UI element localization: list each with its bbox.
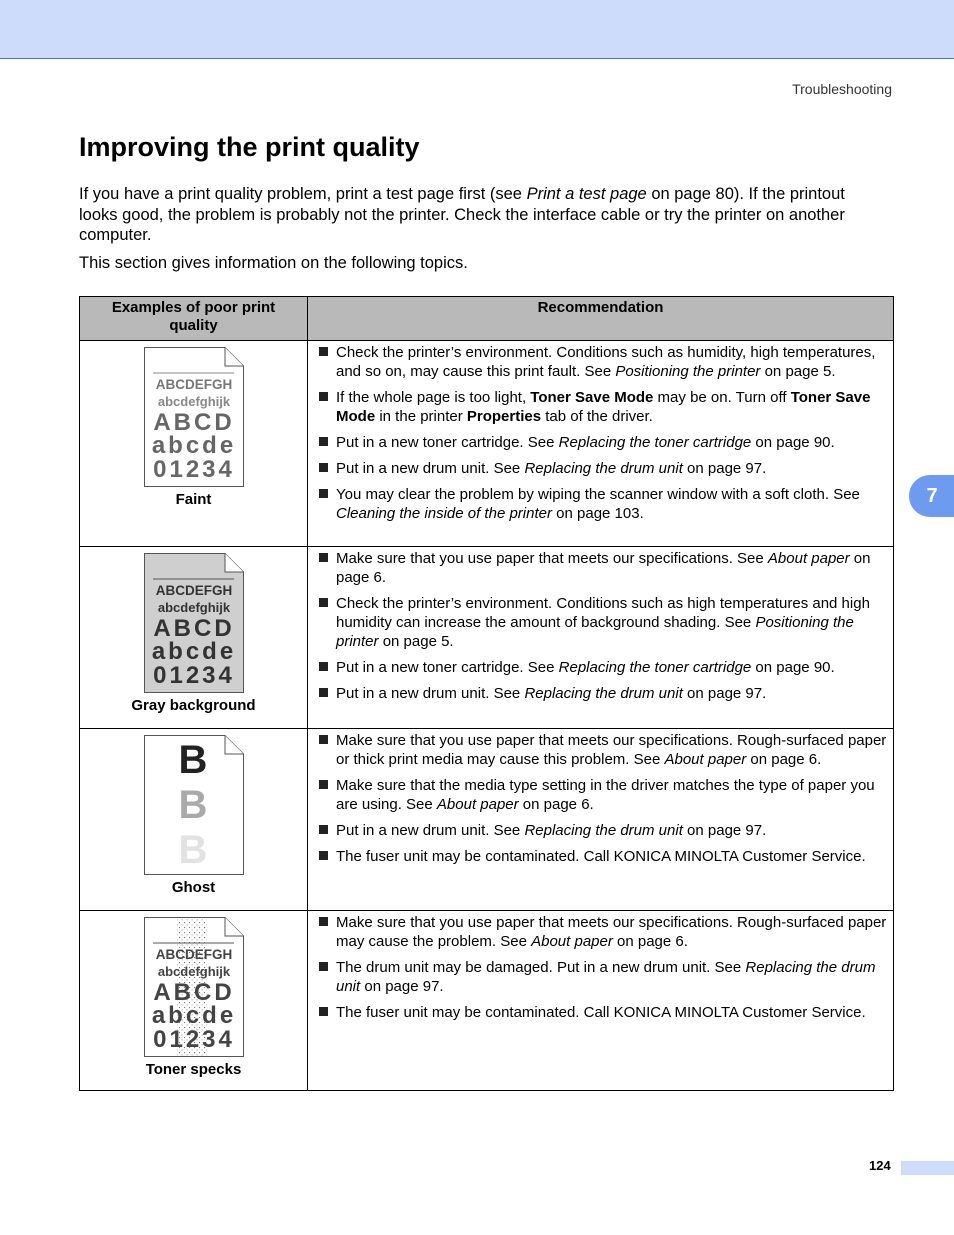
table-row [80, 547, 894, 729]
rec-text: The drum unit may be damaged. Put in a new drum unit. See [336, 959, 746, 976]
rec-text: Put in a new drum unit. See [336, 822, 525, 839]
gray-background-sample-page-icon [144, 553, 244, 693]
print-quality-table [79, 296, 894, 1091]
recommendation-item [318, 433, 887, 452]
table-row [80, 911, 894, 1091]
rec-text: on page 97. [682, 685, 767, 702]
recommendation-cell [308, 547, 894, 729]
table-row [80, 729, 894, 911]
ghost-sample-page-icon [144, 735, 244, 875]
rec-text: on page 103. [551, 505, 644, 522]
rec-text: The fuser unit may be contaminated. Call KONICA MINOLTA Customer Service. [336, 848, 866, 865]
rec-text: If the whole page is too light, [336, 389, 531, 406]
sample-digits-text: 01234 [152, 456, 235, 483]
sample-upper-text: ABCDEFGH [155, 377, 232, 392]
ghost-letter-light: B [178, 828, 207, 872]
recommendation-item [318, 821, 887, 840]
cross-reference-link[interactable]: Replacing the drum unit [524, 822, 683, 839]
rec-text: on page 97. [682, 460, 767, 477]
topics-sentence: This section gives information on the following topics. [79, 254, 468, 272]
rec-text: on page 6. [612, 933, 688, 950]
recommendation-list [318, 343, 887, 523]
recommendation-item [318, 549, 887, 587]
rec-text: on page 90. [751, 434, 835, 451]
sample-upper-text: ABCDEFGH [155, 583, 232, 598]
recommendation-item [318, 343, 887, 381]
recommendation-cell [308, 729, 894, 911]
rec-text: Make sure that you use paper that meets our specifications. Rough-surfaced paper or thick print media may cause this problem. See [336, 732, 887, 768]
column-header-recommendation: Recommendation [308, 297, 894, 341]
toner-specks-sample-page-icon [144, 917, 244, 1057]
sample-digits-text: 01234 [152, 1026, 235, 1053]
page-title: Improving the print quality [79, 132, 420, 162]
rec-text: The fuser unit may be contaminated. Call KONICA MINOLTA Customer Service. [336, 1004, 866, 1021]
recommendation-item [318, 731, 887, 769]
recommendation-list [318, 913, 887, 1022]
rec-text: Check the printer’s environment. Conditions such as high temperatures and high humidity can increase the amount of background shading. See [336, 595, 870, 631]
sample-label-ghost: Ghost [171, 879, 216, 896]
recommendation-item [318, 658, 887, 677]
sample-big-lower-text: abcde [151, 638, 236, 665]
rec-text: on page 5. [378, 633, 454, 650]
recommendation-cell [308, 911, 894, 1091]
sample-label-toner-specks: Toner specks [145, 1061, 242, 1078]
recommendation-item [318, 684, 887, 703]
cross-reference-link[interactable]: About paper [767, 550, 850, 567]
footer-bar [901, 1161, 954, 1175]
rec-text: Make sure that you use paper that meets our specifications. See [336, 550, 768, 567]
rec-text: Put in a new drum unit. See [336, 460, 525, 477]
intro-cross-reference-link[interactable]: Print a test page [526, 185, 647, 203]
recommendation-item [318, 913, 887, 951]
column-header-examples: Examples of poor print quality [80, 297, 308, 341]
cross-reference-link[interactable]: About paper [531, 933, 613, 950]
cross-reference-link[interactable]: Replacing the drum unit [524, 460, 683, 477]
sample-upper-text: ABCDEFGH [155, 947, 232, 962]
recommendation-list [318, 549, 887, 703]
rec-text: on page 5. [760, 363, 836, 380]
sample-label-faint: Faint [175, 491, 212, 508]
ghost-letter-dark: B [178, 738, 207, 782]
sample-big-upper-text: ABCD [152, 615, 235, 642]
rec-text: may be on. Turn off [653, 389, 791, 406]
ghost-letter-medium: B [178, 783, 207, 827]
rec-text: Put in a new toner cartridge. See [336, 659, 559, 676]
cross-reference-link[interactable]: Positioning the printer [615, 363, 761, 380]
chapter-tab[interactable]: 7 [909, 475, 954, 517]
cross-reference-link[interactable]: Replacing the toner cartridge [558, 434, 752, 451]
sample-big-lower-text: abcde [151, 432, 236, 459]
recommendation-item [318, 958, 887, 996]
intro-text-cont: on page 80). If the printout looks good, the problem is probably not the printer. Check the interface cable or try the printer on another computer. [79, 185, 845, 244]
cross-reference-link[interactable]: Replacing the drum unit [336, 959, 876, 995]
sample-digits-text: 01234 [152, 662, 235, 689]
sample-cell [80, 911, 308, 1091]
rec-text: in the printer [375, 408, 467, 425]
recommendation-list [318, 731, 887, 866]
sample-lower-text: abcdefghijk [157, 964, 230, 979]
cross-reference-link[interactable]: About paper [436, 796, 519, 813]
sample-cell [80, 547, 308, 729]
cross-reference-link[interactable]: Positioning the printer [336, 614, 854, 650]
rec-text: on page 6. [518, 796, 594, 813]
sample-cell [80, 729, 308, 911]
recommendation-item [318, 776, 887, 814]
rec-emphasis: Toner Save Mode [530, 389, 654, 406]
rec-text: Put in a new drum unit. See [336, 685, 525, 702]
recommendation-item [318, 847, 887, 866]
sample-big-upper-text: ABCD [152, 979, 235, 1006]
sample-big-lower-text: abcde [151, 1002, 236, 1029]
recommendation-item [318, 1003, 887, 1022]
rec-text: Put in a new toner cartridge. See [336, 434, 559, 451]
recommendation-item [318, 459, 887, 478]
sample-label-gray-background: Gray background [131, 697, 256, 714]
page-number: 124 [869, 1158, 891, 1173]
rec-text: Make sure that the media type setting in the driver matches the type of paper you are using. See [336, 777, 875, 813]
rec-emphasis: Toner Save Mode [336, 389, 871, 425]
rec-text: on page 6. [336, 550, 871, 586]
rec-text: tab of the driver. [541, 408, 653, 425]
recommendation-cell [308, 341, 894, 547]
recommendation-item [318, 388, 887, 426]
sample-big-upper-text: ABCD [152, 409, 235, 436]
recommendation-item [318, 485, 887, 523]
rec-text: on page 97. [682, 822, 767, 839]
running-header: Troubleshooting [792, 81, 892, 97]
sample-lower-text: abcdefghijk [157, 600, 230, 615]
rec-text: Check the printer’s environment. Conditions such as humidity, high temperatures, and so on, may cause this print fault. See [336, 344, 876, 380]
sample-lower-text: abcdefghijk [157, 394, 230, 409]
header-band [0, 0, 954, 59]
rec-text: Make sure that you use paper that meets our specifications. Rough-surfaced paper may cause the problem. See [336, 914, 887, 950]
table-row [80, 341, 894, 547]
cross-reference-link[interactable]: About paper [664, 751, 747, 768]
intro-paragraph [79, 184, 879, 246]
rec-text: on page 6. [746, 751, 822, 768]
recommendation-item [318, 594, 887, 651]
intro-text: If you have a print quality problem, print a test page first (see [79, 185, 527, 203]
cross-reference-link[interactable]: Cleaning the inside of the printer [336, 505, 552, 522]
rec-text: You may clear the problem by wiping the scanner window with a soft cloth. See [336, 486, 860, 503]
sample-cell [80, 341, 308, 547]
rec-text: on page 97. [360, 978, 444, 995]
faint-sample-page-icon [144, 347, 244, 487]
cross-reference-link[interactable]: Replacing the drum unit [524, 685, 683, 702]
rec-text: on page 90. [751, 659, 835, 676]
rec-emphasis: Properties [466, 408, 542, 425]
cross-reference-link[interactable]: Replacing the toner cartridge [558, 659, 752, 676]
